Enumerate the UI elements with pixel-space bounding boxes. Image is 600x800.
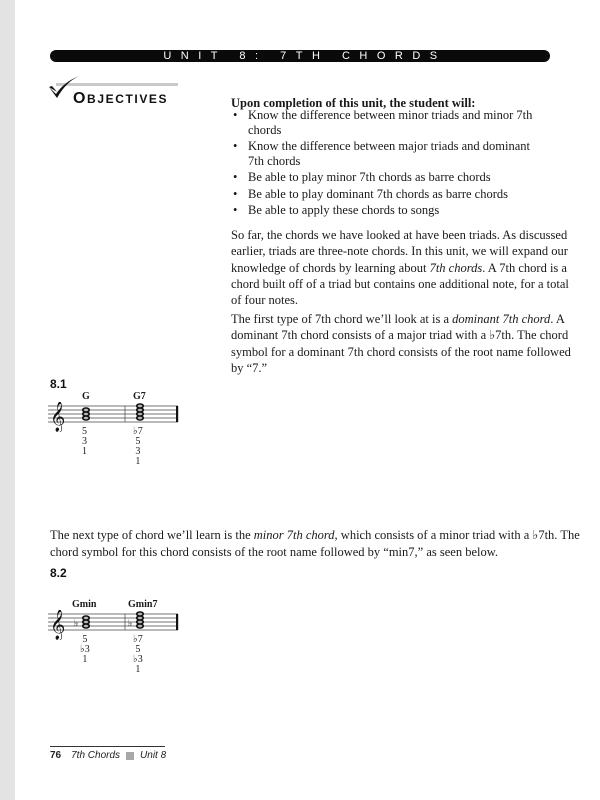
- chord-degrees: [133, 635, 143, 675]
- objective-item: • Be able to play minor 7th chords as barre chords: [231, 170, 566, 185]
- degree: 5: [135, 436, 141, 447]
- chord-degrees: [82, 427, 87, 457]
- degree: 1: [135, 456, 141, 467]
- chord-symbol: Gmin7: [128, 599, 158, 610]
- text: . A 7th chord is a chord built off of a triad but contains one additional note, for a total of four notes.: [231, 260, 569, 308]
- objective-item: • Be able to apply these chords to songs: [231, 203, 566, 218]
- degree: 5: [82, 634, 88, 645]
- page-number: 76: [50, 750, 62, 761]
- objectives-intro: Upon completion of this unit, the student will:: [231, 96, 476, 110]
- chord-symbol: Gmin: [72, 599, 97, 610]
- paragraph-dominant-7th: [231, 311, 576, 376]
- staff-notation: [48, 402, 193, 432]
- objectives-heading-initial: O: [73, 90, 88, 107]
- objective-item: • Know the difference between major triads and dominant 7th chords: [231, 139, 549, 168]
- chord-degrees: [133, 427, 143, 467]
- text: , which consists of a minor triad with a ♭7th. The chord symbol for this chord consists of the root name followed by “min7,” as seen below.: [50, 528, 580, 559]
- chord-degrees: [80, 635, 90, 665]
- page-footer: [50, 750, 166, 761]
- music-staff-figure-8-1: [48, 391, 193, 478]
- objective-item: • Be able to play dominant 7th chords as barre chords: [231, 187, 566, 202]
- degree: ♭7: [133, 426, 143, 437]
- objectives-heading: [73, 90, 168, 108]
- page-edge-strip: [0, 0, 15, 800]
- text: . A dominant 7th chord consists of a major triad with a ♭7th. The chord symbol for a dominant 7th chord consists of the root name followed by “7.”: [231, 312, 571, 375]
- svg-text:♭: ♭: [74, 619, 79, 629]
- objective-item: • Know the difference between minor triads and minor 7th chords: [231, 108, 566, 137]
- paragraph-intro-7th-chords: [231, 227, 576, 308]
- degree: ♭3: [80, 644, 90, 655]
- degree: 1: [82, 654, 88, 665]
- degree: ♭3: [133, 654, 143, 665]
- text: So far, the chords we have looked at have been triads. As discussed earlier, triads are three-note chords. In this unit, we will expand our knowledge of chords by learning about: [231, 228, 568, 275]
- degree: 1: [135, 664, 141, 675]
- square-separator-icon: [126, 752, 134, 760]
- footer-rule: [50, 746, 165, 747]
- footer-unit: Unit 8: [140, 750, 167, 761]
- chord-symbol: G7: [133, 391, 146, 402]
- unit-header-bar: UNIT 8: 7TH CHORDS: [50, 50, 550, 62]
- svg-text:♭: ♭: [128, 619, 133, 629]
- emphasis: 7th chords: [429, 260, 483, 275]
- degree: 3: [82, 436, 87, 447]
- text: The first type of 7th chord we’ll look at is a: [231, 312, 453, 326]
- footer-chapter: 7th Chords: [71, 750, 121, 761]
- chord-symbol: G: [82, 391, 90, 402]
- figure-label: 8.2: [50, 566, 67, 580]
- music-staff-figure-8-2: [48, 599, 193, 686]
- paragraph-minor-7th: [50, 527, 580, 560]
- svg-text:𝄞: 𝄞: [50, 402, 66, 432]
- svg-text:𝄞: 𝄞: [50, 610, 66, 640]
- objectives-list: [231, 106, 566, 218]
- staff-notation: [48, 610, 193, 640]
- figure-label: 8.1: [50, 377, 67, 391]
- emphasis: dominant 7th chord: [452, 312, 551, 326]
- degree: 5: [135, 644, 141, 655]
- degree: 5: [82, 426, 87, 437]
- text: The next type of chord we’ll learn is the: [50, 528, 254, 542]
- degree: 3: [135, 446, 141, 457]
- objectives-heading-rest: BJECTIVES: [87, 92, 169, 106]
- emphasis: minor 7th chord: [253, 528, 335, 542]
- degree: 1: [82, 446, 87, 457]
- degree: ♭7: [133, 634, 143, 645]
